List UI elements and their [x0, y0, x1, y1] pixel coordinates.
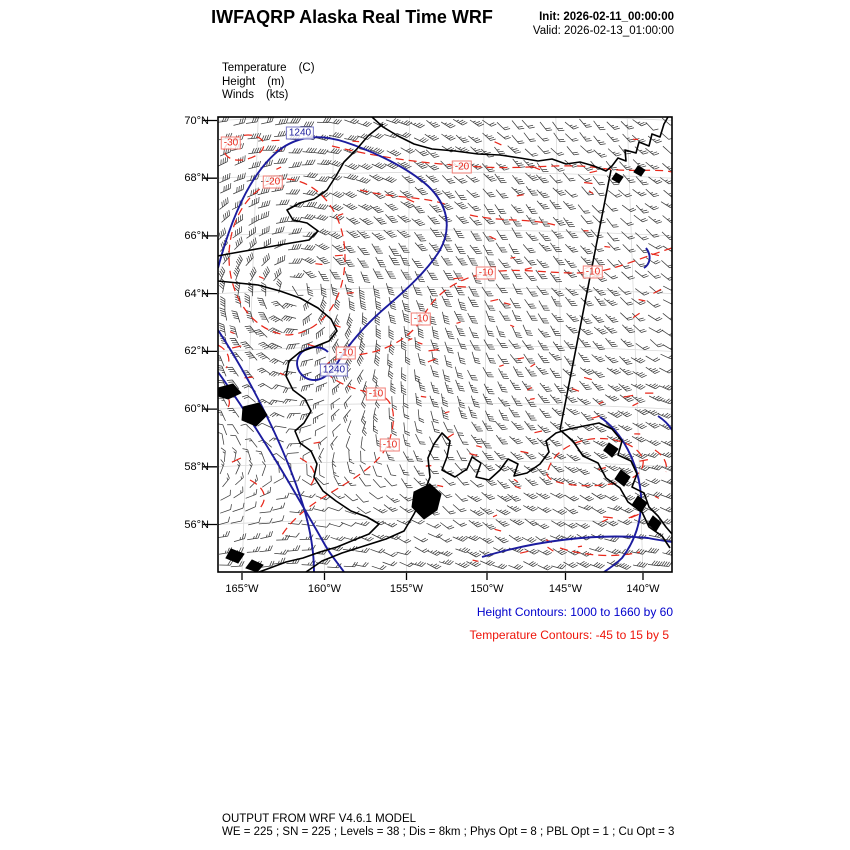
x-tick-label: 165°W [225, 583, 259, 595]
x-tick-label: 145°W [548, 583, 583, 595]
temperature-contour-label: -10 [411, 313, 431, 326]
legend-unit: (C) [298, 62, 315, 74]
y-tick-label: 70°N [184, 114, 209, 127]
temperature-contour-caption: Temperature Contours: -45 to 15 by 5 [469, 628, 669, 642]
legend-row [222, 76, 315, 90]
height-contour-caption: Height Contours: 1000 to 1660 by 60 [476, 605, 673, 619]
height-contour-label: 1240 [286, 127, 314, 140]
y-tick-label: 62°N [184, 345, 209, 358]
legend-row [222, 89, 315, 103]
legend-unit: (kts) [265, 89, 289, 101]
footer-model-line: OUTPUT FROM WRF V4.6.1 MODEL [222, 813, 417, 825]
variable-legend [222, 62, 315, 103]
temperature-contour-label: -10 [336, 347, 356, 360]
temperature-contour-label: -30 [221, 137, 241, 150]
height-contour-label: 1240 [320, 364, 348, 377]
y-tick-label: 68°N [184, 172, 209, 185]
temperature-contour-label: -10 [476, 267, 496, 280]
legend-row [222, 62, 315, 76]
legend-variable: Temperature [222, 62, 287, 74]
y-tick-label: 58°N [184, 460, 209, 473]
temperature-contour-label: -10 [583, 266, 603, 279]
init-time: Init: 2026-02-11_00:00:00 [539, 11, 674, 23]
temperature-contour-label: -10 [380, 439, 400, 452]
legend-variable: Height [222, 75, 256, 88]
x-tick-label: 160°W [307, 583, 342, 595]
y-tick-label: 64°N [184, 287, 209, 300]
footer-config-line: WE = 225 ; SN = 225 ; Levels = 38 ; Dis = 8km ; Phys Opt = 8 ; PBL Opt = 1 ; Cu Opt = 3 [222, 826, 675, 838]
x-tick-label: 140°W [626, 583, 660, 595]
legend-unit: (m) [267, 75, 285, 88]
plot-title: IWFAQRP Alaska Real Time WRF [211, 7, 493, 27]
x-tick-label: 155°W [389, 583, 424, 595]
temperature-contour-label: -10 [366, 388, 386, 401]
temperature-contour-label: -20 [452, 161, 472, 174]
y-tick-label: 56°N [184, 518, 209, 531]
valid-time: Valid: 2026-02-13_01:00:00 [532, 25, 674, 37]
x-tick-label: 150°W [470, 583, 504, 595]
y-tick-label: 60°N [184, 403, 209, 416]
temperature-contour-label: -20 [263, 176, 283, 189]
legend-variable: Winds [222, 89, 254, 101]
y-tick-label: 66°N [184, 229, 209, 242]
